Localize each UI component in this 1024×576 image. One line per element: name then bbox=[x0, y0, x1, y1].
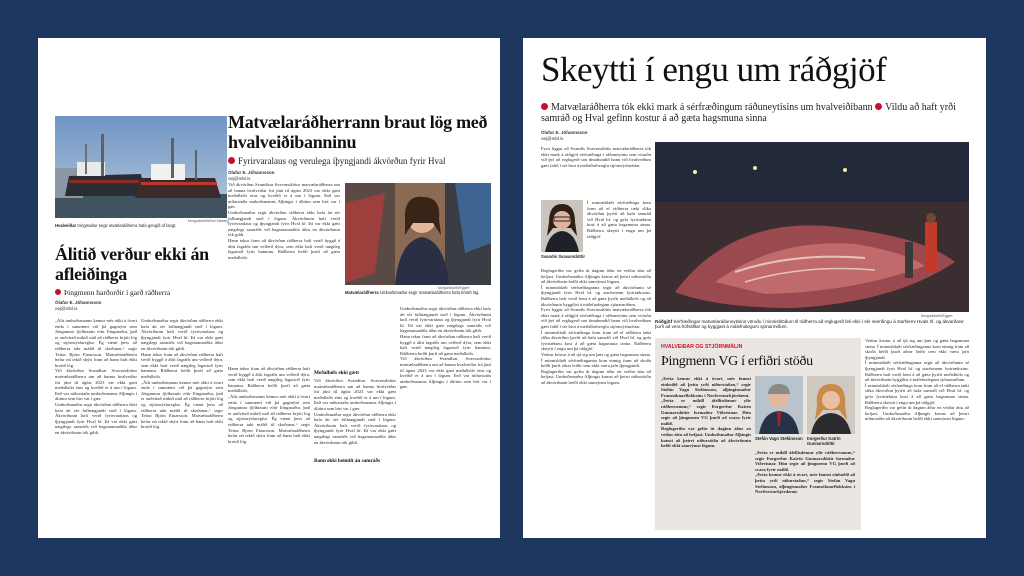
photo2-credit: Morgunblaðið/Eggert bbox=[438, 286, 470, 290]
right-article-col-intro: Fyrir liggur að Svandís Svavarsdóttir matvælaráðherra tók ekki mark á ráðgjöf sérfræðinga í ráðuneytinu sem vöruðu við því að reglugerð um tímabundið bann við hvalveiðum gæti falið í sér brot á meðalhófsreglu stjórnsýsluréttar. bbox=[541, 146, 651, 168]
box-col-1: „Þetta kemur ekki á óvart, mér fannst einboðið að þetta yrði niðurstaðan,“ segir Stefán Vagn Stefánsson, alþingismaður Framsóknarflokksins í Norðvesturkjördæmi. „Þetta er mikill áfellisdómur yfir ráðherranum,“ segir Þorgerður Katrín Gunnarsdóttir formaður Viðreisnar. Hún segir að þingmenn VG þurfi að svara fyrir málið. Reglugerðin var gefin út daginn áður en veiðar áttu að hefjast. Umboðsmaður Alþingis komst að þeirri niðurstöðu að ákvörðunin hefði ekki samrýmst lögum. bbox=[661, 376, 751, 449]
main-article-col-4: Umboðsmaður segir ákvörðun ráðherra ekki hafa átt sér fullnægjandi stoð í lögum. Ákvörðunin hafi verið fyrirvaralaus og íþyngjandi fyrir Hval hf. Þá var ekki gætt nægilegs samráðs við hagsmunaaðila áður en ákvörðunin tók gildi. Hann tekur fram að ákvörðun ráðherra hafi verið byggð á áliti fagráðs um velferð dýra, sem ekki hafi verið nægileg lagastoð fyrir banninu. Ráðherra hefði þurft að gæta meðalhófs. Við ákvörðun Svandísar Svavarsdóttur matvælaráðherra um að banna hvalveiðar frá júní til ágúst 2023 var ekki gætt meðalhófs eins og kveðið er á um í lögum. Það var niðurstaða umboðsmanns Alþingis í álitinu sem birt var í gær. bbox=[400, 306, 491, 390]
main-headline: Matvælaráðherrann braut lög með hvalveiðibanninu bbox=[228, 112, 488, 152]
stefan-portrait bbox=[755, 376, 803, 434]
right-headline: Skeytti í engu um ráðgjöf bbox=[541, 50, 887, 89]
right-byline: Ólafur E. Jóhannsson oej@mbl.is bbox=[541, 130, 588, 141]
box-headline: Þingmenn VG í erfiðri stöðu bbox=[661, 354, 813, 369]
secondary-byline: Ólafur E. Jóhannsson oej@mbl.is bbox=[55, 300, 102, 311]
photo2-caption: Matvælaráðherra Umboðsmaður segir matvælaráðherra hafa brotið lög. bbox=[345, 290, 480, 295]
whale-photo-caption: Ráðgjöf Sérfræðingar matvælaráðuneytisins vöruðu í minnisblöðum til ráðherra að reglugerð feli ekki í sér skerðingu á starfsemi Hvals hf. og ákvarðanir þurfi að vera hófstilltar og byggjast á málefnalegum sjónarmiðum. bbox=[655, 319, 964, 330]
secondary-article-col-1: „Álit umboðsmanns kemur mér ekki á óvart enda í samræmi við þá gagnrýni sem Jóngunnar fjölbrautir eftir Þingmaður, það er auðvitað mikið mál að ráðherra brjóti lög og stjórnsýslureglur. Ég vænti þess að ráðherra taki málið til skoðunar,“ segir Teitur Björn Einarsson. Matvælaráðherra hefur nú tekið skýrt fram að hann hafi ekki brotið lög. Við ákvörðun Svandísar Svavarsdóttur matvælaráðherra um að banna hvalveiðar frá júní til ágúst 2023 var ekki gætt meðalhófs eins og kveðið er á um í lögum. Það var niðurstaða umboðsmanns Alþingis í álitinu sem birt var í gær. Umboðsmaður segir ákvörðun ráðherra ekki hafa átt sér fullnægjandi stoð í lögum. Ákvörðunin hafi verið fyrirvaralaus og íþyngjandi fyrir Hval hf. Þá var ekki gætt nægilegs samráðs við hagsmunaaðila áður en ákvörðunin tók gildi. bbox=[55, 318, 137, 435]
subtitle-a: Meðalhófs ekki gætt bbox=[314, 370, 359, 376]
photo-credit: Morgunblaðið/Árni Sæberg bbox=[188, 219, 229, 223]
right-article-col-beside-portrait: Í minnisblaði sérfræðinga kom fram að ef ráðherra tæki slíka ákvörðun þyrfti að hafa samráð við Hval hf. og gefa fyrirtækinu kost á að gæta hagsmuna sinna. Ráðherra skeytti í engu um þá ráðgjöf. bbox=[587, 200, 651, 239]
subtitle-b: Bann ekki heimilt án samráðs bbox=[314, 458, 381, 464]
left-newspaper-page bbox=[38, 38, 500, 538]
right-newspaper-page bbox=[523, 38, 986, 538]
main-article-col-1: Við ákvörðun Svandísar Svavarsdóttur matvælaráðherra um að banna hvalveiðar frá júní til ágúst 2023 var ekki gætt meðalhófs eins og kveðið er á um í lögum. Það var niðurstaða umboðsmanns Alþingis í álitinu sem birt var í gær. Umboðsmaður segir ákvörðun ráðherra ekki hafa átt sér fullnægjandi stoð í lögum. Ákvörðunin hafi verið fyrirvaralaus og íþyngjandi fyrir Hval hf. Þá var ekki gætt nægilegs samráðs við hagsmunaaðila áður en ákvörðunin tók gildi. Hann tekur fram að ákvörðun ráðherra hafi verið byggð á áliti fagráðs um velferð dýra, sem ekki hafi verið nægileg lagastoð fyrir banninu. Ráðherra hefði þurft að gæta meðalhófs. bbox=[228, 182, 340, 260]
main-subhead: Fyrirvaralaus og verulega íþyngjandi ákvörðun fyrir Hval bbox=[228, 156, 490, 166]
right-subhead: Matvælaráðherra tók ekki mark á sérfræðingum ráðuneytisins um hvalveiðibann Vildu að haft yrði samráð og Hval gefinn kostur á að gæta hagsmuna sinna bbox=[541, 102, 956, 124]
main-article-col-2: Hann tekur fram að ákvörðun ráðherra hafi verið byggð á áliti fagráðs um velferð dýra, sem ekki hafi verið nægileg lagastoð fyrir banninu. Ráðherra hefði þurft að gæta meðalhófs. „Álit umboðsmanns kemur mér ekki á óvart enda í samræmi við þá gagnrýni sem Jóngunnar fjölbrautir eftir Þingmaður, það er auðvitað mikið mál að ráðherra brjóti lög og stjórnsýslureglur. Ég vænti þess að ráðherra taki málið til skoðunar,“ segir Teitur Björn Einarsson. Matvælaráðherra hefur nú tekið skýrt fram að hann hafi ekki brotið lög. bbox=[228, 366, 310, 444]
right-article-col-last: Veittur kostur á að tjá sig um þær og gæta hagsmuna sinna. Í minnisblaði sérfræðinganna kom einnig fram að skoða hefði þurft aðrar leiðir sem ekki væru jafn íþyngjandi. Í minnisblaði sérfræðinganna segir að ákvörðunin sé íþyngjandi fyrir Hval hf. og starfsmenn fyrirtækisins. Ráðherra hafi verið bent á að gæta þyrfti meðalhófs og að ákvörðunin byggðist á málefnalegum sjónarmiðum. Í minnisblaði sérfræðinga kom fram að ef ráðherra tæki slíka ákvörðun þyrfti að hafa samráð við Hval hf. og gefa fyrirtækinu kost á að gæta hagsmuna sinna. Ráðherra skeytti í engu um þá ráðgjöf. Reglugerðin var gefin út daginn áður en veiðar áttu að hefjast. Umboðsmaður Alþingis komst að þeirri niðurstöðu að ákvörðunin hefði ekki samrýmst lögum. bbox=[865, 338, 969, 422]
box-col-2: „Þetta er mikill áfellisdómur yfir ráðherranum,“ segir Þorgerður Katrín Gunnarsdóttir formaður Viðreisnar. Hún segir að þingmenn VG þurfi að svara fyrir málið. „Þetta kemur ekki á óvart, mér fannst einboðið að þetta yrði niðurstaðan,“ segir Stefán Vagn Stefánsson, alþingismaður Framsóknarflokksins í Norðvesturkjördæmi. bbox=[755, 450, 855, 495]
section-label: HVALVEIÐAR OG STJÓRNMÁLIN bbox=[661, 344, 743, 350]
whale-photo-credit: Morgunblaðið/Eggert bbox=[921, 314, 953, 318]
thorgerdur-portrait bbox=[807, 376, 855, 434]
photo-caption: Hvalveiðar Þingmaður segir atvælaráðherra hafa gengið of langt. bbox=[55, 223, 177, 228]
vg-sidebar-box bbox=[655, 338, 861, 530]
right-article-col-1: Reglugerðin var gefin út daginn áður en veiðar áttu að hefjast. Umboðsmaður Alþingis komst að þeirri niðurstöðu að ákvörðunin hefði ekki samrýmst lögum. Í minnisblaði sérfræðinganna segir að ákvörðunin sé íþyngjandi fyrir Hval hf. og starfsmenn fyrirtækisins. Ráðherra hafi verið bent á að gæta þyrfti meðalhófs og að ákvörðunin byggðist á málefnalegum sjónarmiðum. Fyrir liggur að Svandís Svavarsdóttir matvælaráðherra tók ekki mark á ráðgjöf sérfræðinga í ráðuneytinu sem vöruðu við því að reglugerð um tímabundið bann við hvalveiðum gæti falið í sér brot á meðalhófsreglu stjórnsýsluréttar. Í minnisblaði sérfræðinga kom fram að ef ráðherra tæki slíka ákvörðun þyrfti að hafa samráð við Hval hf. og gefa fyrirtækinu kost á að gæta hagsmuna sinna. Ráðherra skeytti í engu um þá ráðgjöf. Veittur kostur á að tjá sig um þær og gæta hagsmuna sinna. Í minnisblaði sérfræðinganna kom einnig fram að skoða hefði þurft aðrar leiðir sem ekki væru jafn íþyngjandi. Reglugerðin var gefin út daginn áður en veiðar áttu að hefjast. Umboðsmaður Alþingis komst að þeirri niðurstöðu að ákvörðunin hefði ekki samrýmst lögum. bbox=[541, 268, 651, 385]
thorgerdur-name: Þorgerður Katrín Gunnarsdóttir bbox=[807, 436, 841, 446]
svandis-portrait bbox=[541, 200, 583, 252]
secondary-subhead: Þingmenn harðorðir í garð ráðherra bbox=[55, 288, 227, 298]
whaling-ships-photo bbox=[55, 116, 227, 218]
whaling-station-photo bbox=[655, 142, 969, 312]
main-byline: Ólafur E. Jóhannsson oej@mbl.is bbox=[228, 170, 275, 181]
stefan-name: Stefán Vagn Stefánsson bbox=[755, 436, 803, 441]
portrait-name: Svandís Svavarsdóttir bbox=[541, 254, 585, 259]
secondary-headline: Álitið verður ekki án afleiðinga bbox=[55, 244, 209, 284]
secondary-article-col-2: Umboðsmaður segir ákvörðun ráðherra ekki hafa átt sér fullnægjandi stoð í lögum. Ákvörðunin hafi verið fyrirvaralaus og íþyngjandi fyrir Hval hf. Þá var ekki gætt nægilegs samráðs við hagsmunaaðila áður en ákvörðunin tók gildi. Hann tekur fram að ákvörðun ráðherra hafi verið byggð á áliti fagráðs um velferð dýra, sem ekki hafi verið nægileg lagastoð fyrir banninu. Ráðherra hefði þurft að gæta meðalhófs. „Álit umboðsmanns kemur mér ekki á óvart enda í samræmi við þá gagnrýni sem Jóngunnar fjölbrautir eftir Þingmaður, það er auðvitað mikið mál að ráðherra brjóti lög og stjórnsýslureglur. Ég vænti þess að ráðherra taki málið til skoðunar,“ segir Teitur Björn Einarsson. Matvælaráðherra hefur nú tekið skýrt fram að hann hafi ekki brotið lög. bbox=[141, 318, 223, 430]
main-article-col-3: Við ákvörðun Svandísar Svavarsdóttur matvælaráðherra um að banna hvalveiðar frá júní til ágúst 2023 var ekki gætt meðalhófs eins og kveðið er á um í lögum. Það var niðurstaða umboðsmanns Alþingis í álitinu sem birt var í gær. Umboðsmaður segir ákvörðun ráðherra ekki hafa átt sér fullnægjandi stoð í lögum. Ákvörðunin hafi verið fyrirvaralaus og íþyngjandi fyrir Hval hf. Þá var ekki gætt nægilegs samráðs við hagsmunaaðila áður en ákvörðunin tók gildi. bbox=[314, 378, 396, 445]
minister-photo bbox=[345, 183, 491, 285]
